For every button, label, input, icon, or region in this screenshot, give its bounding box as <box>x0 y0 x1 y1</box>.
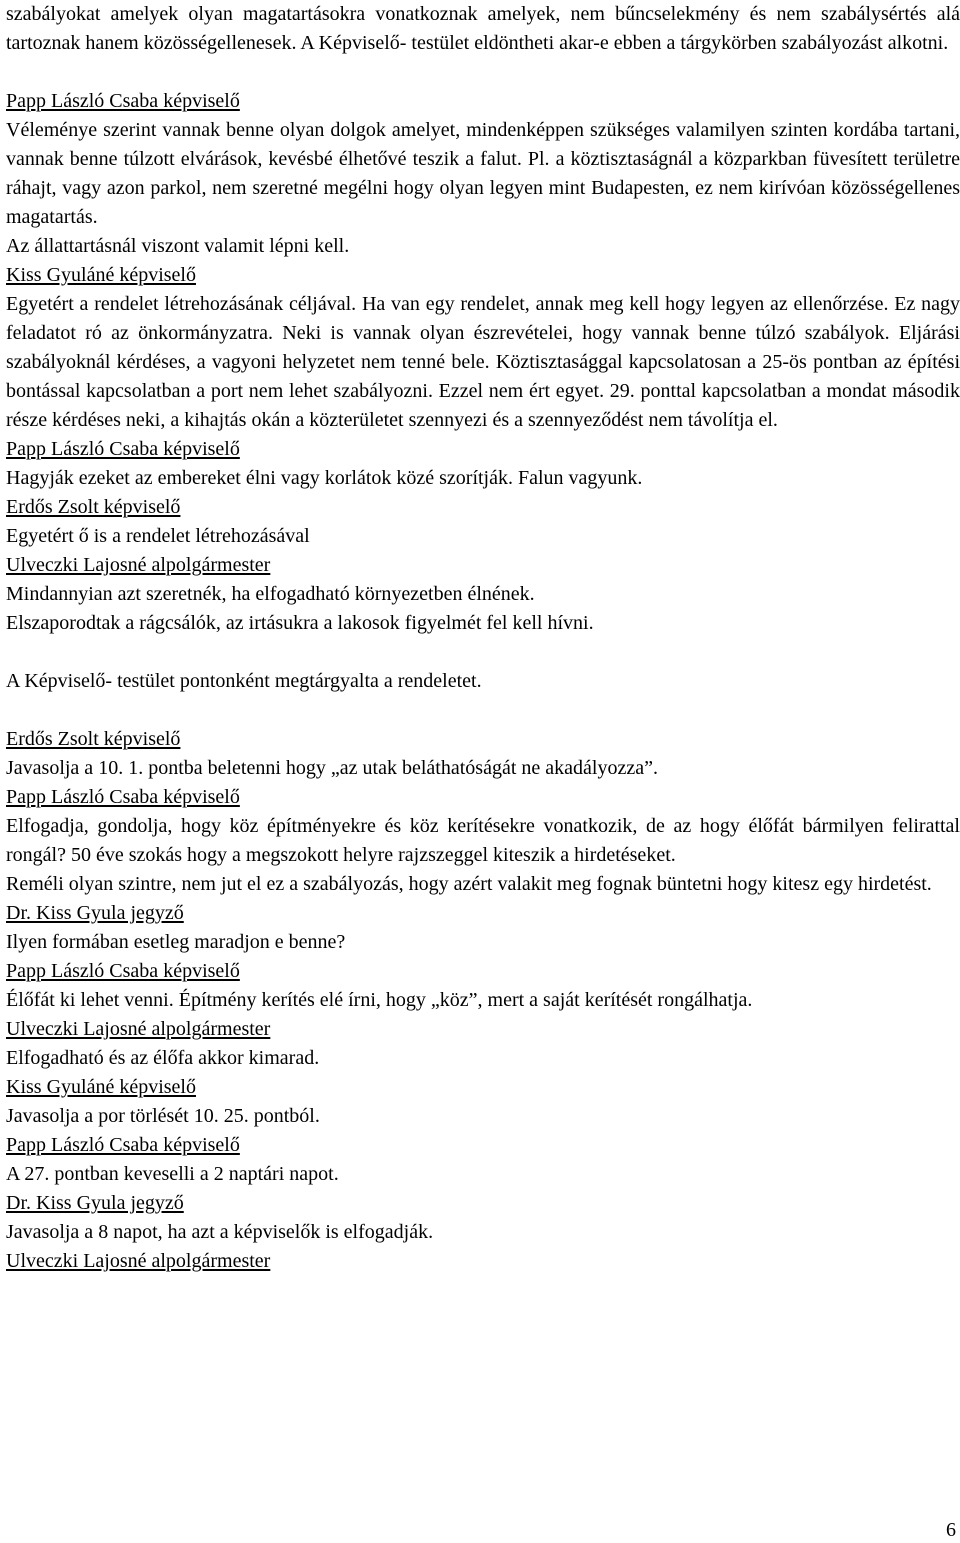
text-line: Javasolja a 8 napot, ha azt a képviselők is elfogadják. <box>6 1221 434 1243</box>
speaker-name: Papp László Csaba képviselő <box>6 960 240 982</box>
speaker-name: Papp László Csaba képviselő <box>6 1134 240 1156</box>
text-line: Elszaporodtak a rágcsálók, az irtásukra a lakosok figyelmét fel kell hívni. <box>6 612 594 634</box>
speaker-name: Papp László Csaba képviselő <box>6 90 240 112</box>
speaker-name: Ulveczki Lajosné alpolgármester <box>6 1018 271 1040</box>
text-line: Élőfát ki lehet venni. Építmény kerítés elé írni, hogy „köz”, mert a saját kerítését rongálhatja. <box>6 989 753 1011</box>
text-line: Az állattartásnál viszont valamit lépni kell. <box>6 235 350 257</box>
minutes-text <box>6 0 960 1276</box>
paragraph: Egyetért a rendelet létrehozásának céljával. Ha van egy rendelet, annak meg kell hogy legyen az ellenőrzése. Ez nagy feladatot ró az önkormányzatra. Neki is vannak olyan észrevételei, hogy vannak benne túlzó szabályok. Eljárási szabályoknál kérdéses, a vagyoni helyzetet nem tenné bele. Köztisztasággal kapcsolatosan a 25-ös pontban az építési bontással kapcsolatban a port nem lehet szabályozni. Ezzel nem ért egyet. 29. ponttal kapcsolatban a mondat második része kérdéses neki, a kihajtás okán a közterületet szennyezi és a szennyeződést nem távolítja el. <box>6 293 960 431</box>
text-line: Hagyják ezeket az embereket élni vagy korlátok közé szorítják. Falun vagyunk. <box>6 467 643 489</box>
text-line: Egyetért ő is a rendelet létrehozásával <box>6 525 310 547</box>
speaker-name: Papp László Csaba képviselő <box>6 438 240 460</box>
blank-line <box>6 638 960 667</box>
paragraph: Elfogadja, gondolja, hogy köz építményekre és köz kerítésekre vonatkozik, de az hogy élőfát bármilyen felirattal rongál? 50 éve szokás hogy a megszokott helyre rajzszeggel kiteszik a hirdetéseket. <box>6 815 960 866</box>
text-line: Mindannyian azt szeretnék, ha elfogadható környezetben élnének. <box>6 583 535 605</box>
speaker-name: Kiss Gyuláné képviselő <box>6 1076 196 1098</box>
speaker-name: Dr. Kiss Gyula jegyző <box>6 902 184 924</box>
speaker-name: Erdős Zsolt képviselő <box>6 496 181 518</box>
speaker-name: Dr. Kiss Gyula jegyző <box>6 1192 184 1214</box>
paragraph: Véleménye szerint vannak benne olyan dolgok amelyet, mindenképpen szükséges valamilyen szinten kordába tartani, vannak benne túlzott elvárások, kevésbé élhetővé teszik a falut. Pl. a köztisztaságnál a közparkban füvesített területre ráhajt, vagy azon parkol, nem szeretné megélni hogy olyan legyen mint Budapesten, ez nem kirívóan közösségellenes magatartás. <box>6 119 960 228</box>
speaker-name: Erdős Zsolt képviselő <box>6 728 181 750</box>
speaker-name: Ulveczki Lajosné alpolgármester <box>6 1250 271 1272</box>
text-line: Elfogadható és az élőfa akkor kimarad. <box>6 1047 320 1069</box>
page-number: 6 <box>946 1519 956 1541</box>
speaker-name: Kiss Gyuláné képviselő <box>6 264 196 286</box>
document-page <box>6 0 960 1276</box>
text-line: Javasolja a por törlését 10. 25. pontból. <box>6 1105 320 1127</box>
speaker-name: Papp László Csaba képviselő <box>6 786 240 808</box>
text-line: Javasolja a 10. 1. pontba beletenni hogy „az utak beláthatóságát ne akadályozza”. <box>6 757 658 779</box>
paragraph: Reméli olyan szintre, nem jut el ez a szabályozás, hogy azért valakit meg fognak büntetni hogy kitesz egy hirdetést. <box>6 873 932 895</box>
speaker-name: Ulveczki Lajosné alpolgármester <box>6 554 271 576</box>
text-line: A Képviselő- testület pontonként megtárgyalta a rendeletet. <box>6 670 482 692</box>
text-line: Ilyen formában esetleg maradjon e benne? <box>6 931 346 953</box>
text-line: A 27. pontban keveselli a 2 naptári napot. <box>6 1163 339 1185</box>
blank-line <box>6 696 960 725</box>
paragraph: szabályokat amelyek olyan magatartásokra vonatkoznak amelyek, nem bűncselekmény és nem szabálysértés alá tartoznak hanem közösségellenesek. A Képviselő- testület eldöntheti akar-e ebben a tárgykörben szabályozást alkotni. <box>6 3 960 54</box>
blank-line <box>6 58 960 87</box>
